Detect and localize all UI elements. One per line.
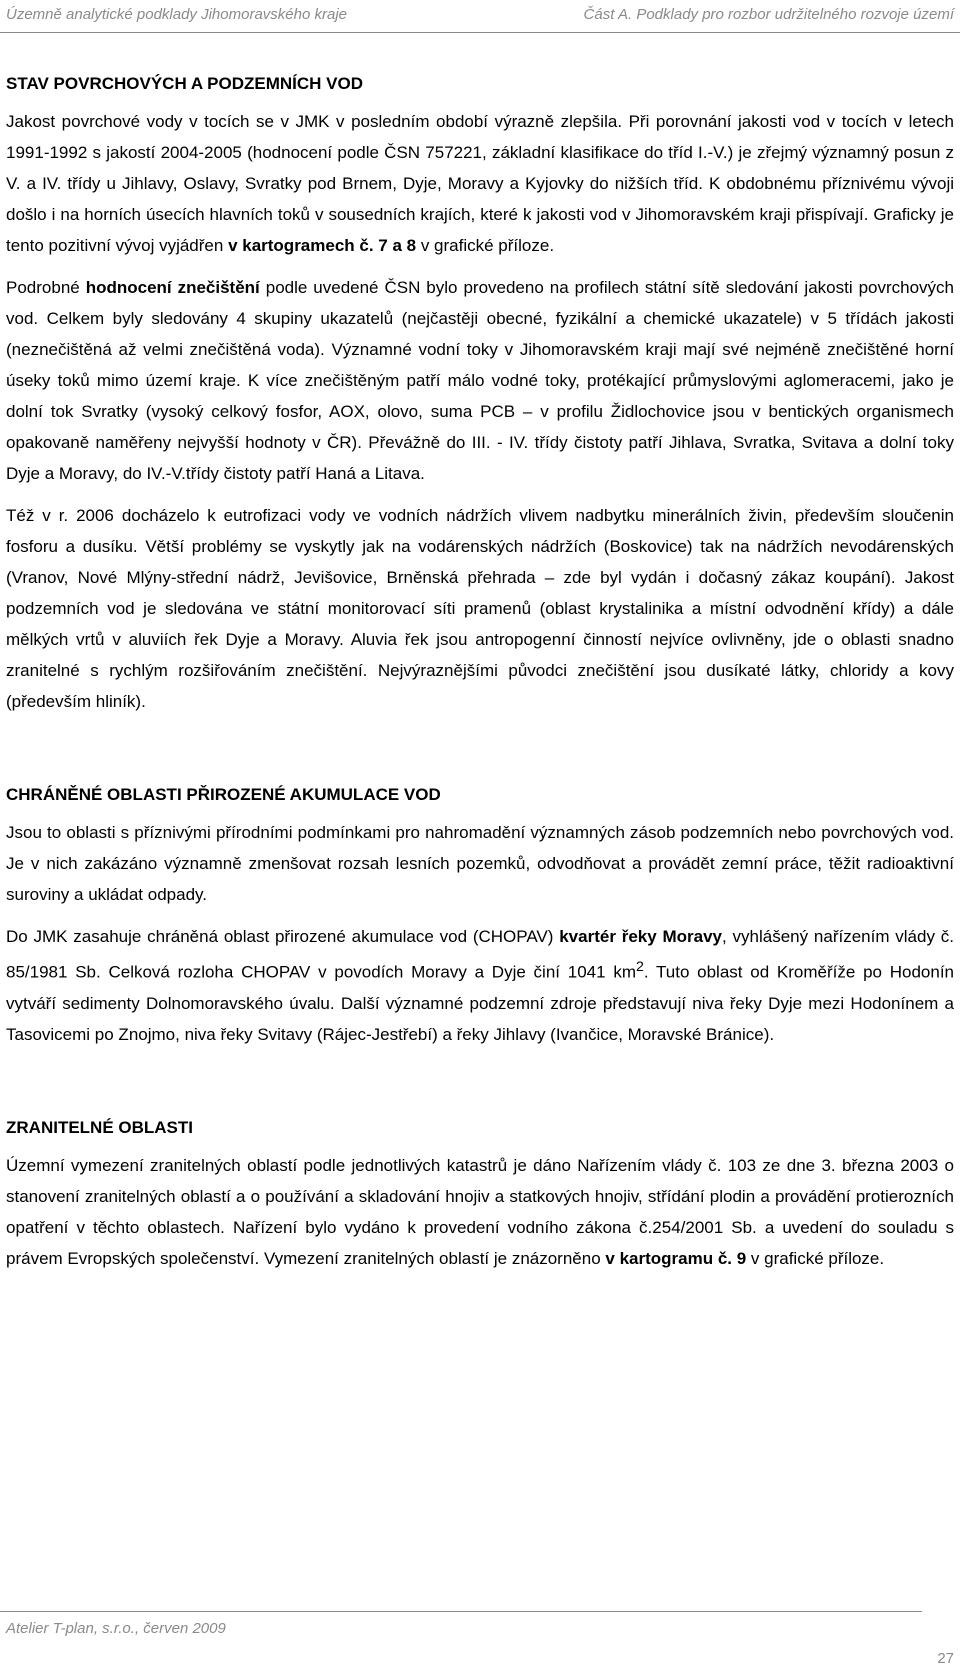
footer-divider [0,1611,922,1612]
section-title-protected-areas: CHRÁNĚNÉ OBLASTI PŘIROZENÉ AKUMULACE VOD [6,785,441,804]
header-part-title: Část A. Podklady pro rozbor udržitelného rozvoje území [583,6,954,23]
text-run: Podrobné [6,278,86,297]
header-document-title: Územně analytické podklady Jihomoravského kraje [6,6,348,23]
bold-text-cartogram-9: v kartogramu č. 9 [605,1248,747,1268]
page-number: 27 [937,1650,954,1667]
bold-text-cartogram-ref: v kartogramech č. 7 a 8 [228,236,417,255]
paragraph-protected-areas-definition: Jsou to oblasti s příznivými přírodními podmínkami pro nahromadění významných zásob podzemních nebo povrchových vod. Je v nich zakázáno významně zmenšovat rozsah lesních pozemků, odvodňovat a provádět zemní práce, těžit radioaktivní suroviny a ukládat odpady. [6,823,954,904]
text-run: podle uvedené ČSN bylo provedeno na profilech státní sítě sledování jakosti povrchových vod. Celkem byly sledovány 4 skupiny ukazatelů (nejčastěji obecné, fyzikální a chemické ukazatele) v 5 třídách jakosti (neznečištěná až velmi znečištěná voda). Významné vodní toky v Jihomoravském kraji mají své nejméně znečištěné horní úseky toků mimo území kraje. K více znečištěným patří málo vodné toky, protékající průmyslovými aglomeracemi, jako je dolní tok Svratky (vysoký celkový fosfor, AOX, olovo, suma PCB – v profilu Židlochovice jsou v bentických organismech opakovaně naměřeny nejvyšší hodnoty v ČR). Převážně do III. - IV. třídy čistoty patří Jihlava, Svratka, Svitava a dolní toky Dyje a Moravy, do IV.-V.třídy čistoty patří Haná a Litava. [6,278,955,483]
section-title-water-state: STAV POVRCHOVÝCH A PODZEMNÍCH VOD [6,74,364,93]
paragraph-vulnerable-areas [6,1150,954,1274]
text-run: Do JMK zasahuje chráněná oblast přirozené akumulace vod (CHOPAV) [6,927,560,946]
section-title-vulnerable-areas: ZRANITELNÉ OBLASTI [6,1117,193,1137]
superscript-area-unit: 2 [635,959,644,975]
paragraph-surface-water-quality [6,106,954,261]
paragraph-chopav [6,921,954,1050]
text-run: v grafické příloze. [746,1248,885,1268]
text-run: . Tuto oblast od Kroměříže po Hodonín vytváří sedimenty Dolnomoravského úvalu. Další významné podzemní zdroje představují niva řeky Dyje mezi Hodonínem a Tasovicemi po Znojmo, niva řeky Svitavy (Rájec-Jestřebí) a řeky Jihlavy (Ivančice, Moravské Bránice). [6,962,954,1044]
paragraph-eutrophication: Též v r. 2006 docházelo k eutrofizaci vody ve vodních nádržích vlivem nadbytku minerálních živin, především sloučenin fosforu a dusíku. Větší problémy se vyskytly jak na vodárenských nádržích (Boskovice) tak na nádržích nevodárenských (Vranov, Nové Mlýny-střední nádrž, Jevišovice, Brněnská přehrada – zde byl vydán i dočasný zákaz koupání). Jakost podzemních vod je sledována ve státní monitorovací síti pramenů (oblast krystalinika a místní odvodnění křídy) a dále mělkých vrtů v aluviích řek Dyje a Moravy. Aluvia řek jsou antropogenní činností nejvíce ovlivněny, jde o oblasti snadno zranitelné s rychlým rozšiřováním znečištění. Nejvýraznějšími původci znečištění jsou dusíkaté látky, chloridy a kovy (především hliník). [6,506,954,711]
text-run: v grafické příloze. [416,236,555,255]
paragraph-pollution-assessment [6,272,954,489]
bold-text-quaternary-morava: kvartér řeky Moravy [559,927,723,946]
page-content [6,72,954,1285]
text-run: Územní vymezení zranitelných oblastí podle jednotlivých katastrů je dáno Nařízením vlády č. 103 ze dne 3. března 2003 o stanovení zranitelných oblastí a o používání a skladování hnojiv a statkových hnojiv, střídání plodin a provádění protierozních opatření v těchto oblastech. Nařízení bylo vydáno k provedení vodního zákona č.254/2001 Sb. a uvedení do souladu s právem Evropských společenství. Vymezení zranitelných oblastí je znázorněno [6,1155,954,1268]
footer-author-date: Atelier T-plan, s.r.o., červen 2009 [6,1620,226,1637]
text-run: , vyhlášený nařízením vlády č. 85/1981 Sb. Celková rozloha CHOPAV v povodích Moravy a Dyje činí 1041 km [6,927,954,982]
text-run: Jakost povrchové vody v tocích se v JMK v posledním období výrazně zlepšila. Při porovnání jakosti vod v tocích v letech 1991-1992 s jakostí 2004-2005 (hodnocení podle ČSN 757221, základní klasifikace do tříd I.-V.) je zřejmý významný posun z V. a IV. třídy u Jihlavy, Oslavy, Svratky pod Brnem, Dyje, Moravy a Kyjovky do nižších tříd. K obdobnému příznivému vývoji došlo i na horních úsecích hlavních toků v sousedních krajích, které k jakosti vod v Jihomoravském kraji přispívají. Graficky je tento pozitivní vývoj vyjádřen [6,112,954,255]
bold-text-pollution-assessment: hodnocení znečištění [85,278,260,297]
header-divider [0,32,960,33]
page-header [0,0,960,40]
